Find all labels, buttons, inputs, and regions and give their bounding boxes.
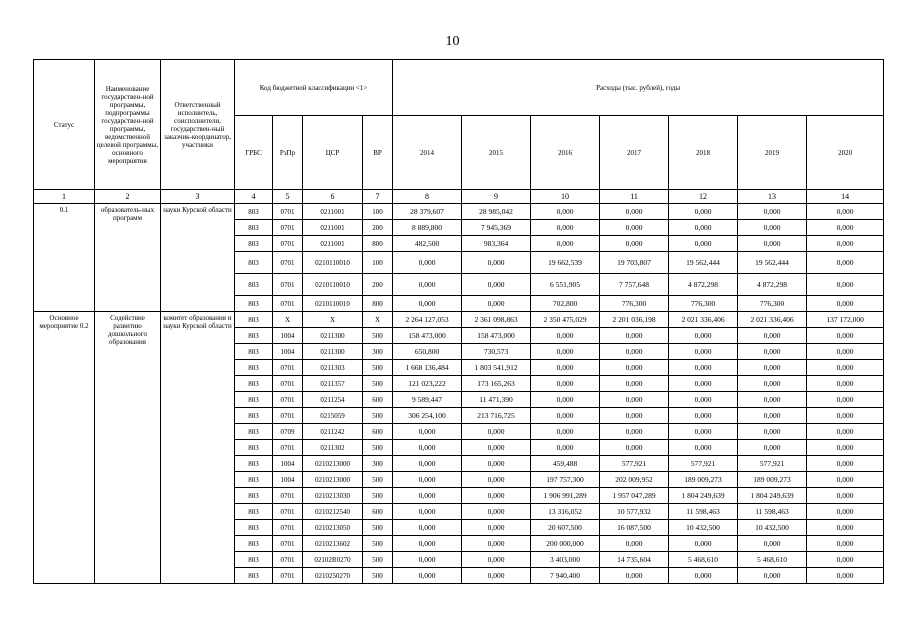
amount-cell: 0,000 [462, 568, 531, 584]
amount-cell: 4 872,298 [738, 274, 807, 296]
amount-cell: 0,000 [807, 392, 884, 408]
group-executor: комитет образования и науки Курской области [161, 312, 235, 584]
code-cell: 200 [363, 274, 393, 296]
amount-cell: 0,000 [669, 236, 738, 252]
amount-cell: 0,000 [669, 344, 738, 360]
code-cell: 500 [363, 408, 393, 424]
amount-cell: 650,800 [393, 344, 462, 360]
code-cell: 0701 [273, 520, 303, 536]
amount-cell: 1 804 249,639 [738, 488, 807, 504]
code-cell: 0210213030 [303, 488, 363, 504]
amount-cell: 0,000 [462, 296, 531, 312]
amount-cell: 0,000 [462, 520, 531, 536]
code-cell: 0211001 [303, 236, 363, 252]
amount-cell: 200 000,000 [531, 536, 600, 552]
amount-cell: 0,000 [807, 504, 884, 520]
code-cell: 0210213602 [303, 536, 363, 552]
code-cell: 500 [363, 520, 393, 536]
amount-cell: 0,000 [462, 488, 531, 504]
amount-cell: 2 201 036,198 [600, 312, 669, 328]
group-name: образователь-ных программ [95, 204, 161, 312]
amount-cell: 776,300 [738, 296, 807, 312]
amount-cell: 0,000 [462, 552, 531, 568]
code-cell: 0701 [273, 504, 303, 520]
amount-cell: 0,000 [807, 344, 884, 360]
amount-cell: 0,000 [393, 520, 462, 536]
amount-cell: 0,000 [669, 424, 738, 440]
column-index: 14 [807, 190, 884, 204]
code-cell: 803 [235, 376, 273, 392]
code-cell: 500 [363, 328, 393, 344]
code-cell: X [303, 312, 363, 328]
amount-cell: 702,800 [531, 296, 600, 312]
code-cell: 100 [363, 252, 393, 274]
code-cell: 803 [235, 424, 273, 440]
amount-cell: 0,000 [393, 274, 462, 296]
code-cell: 803 [235, 328, 273, 344]
amount-cell: 0,000 [393, 424, 462, 440]
amount-cell: 0,000 [807, 488, 884, 504]
header-name: Наименование государствен-ной программы, подпрограммы государствен-ной программы, ведомственной целевой программы, основного мероприятия [95, 60, 161, 190]
code-cell: 0701 [273, 488, 303, 504]
amount-cell: 8 889,800 [393, 220, 462, 236]
header-bcc: Код бюджетной классификации <1> [235, 60, 393, 116]
group-status: 0.1 [34, 204, 95, 312]
amount-cell: 0,000 [738, 568, 807, 584]
amount-cell: 20 607,500 [531, 520, 600, 536]
amount-cell: 0,000 [738, 328, 807, 344]
code-cell: 0701 [273, 552, 303, 568]
code-cell: 803 [235, 520, 273, 536]
column-index-row [34, 190, 884, 204]
code-cell: 0701 [273, 536, 303, 552]
amount-cell: 1 668 136,484 [393, 360, 462, 376]
amount-cell: 306 254,100 [393, 408, 462, 424]
amount-cell: 1 906 991,289 [531, 488, 600, 504]
code-cell: 0701 [273, 440, 303, 456]
table-row [34, 204, 884, 220]
code-cell: 0701 [273, 296, 303, 312]
amount-cell: 158 473,000 [393, 328, 462, 344]
group-status: Основное мероприятие 0.2 [34, 312, 95, 584]
amount-cell: 7 757,648 [600, 274, 669, 296]
amount-cell: 0,000 [600, 204, 669, 220]
code-cell: 500 [363, 552, 393, 568]
amount-cell: 0,000 [807, 360, 884, 376]
amount-cell: 0,000 [462, 456, 531, 472]
code-cell: 803 [235, 204, 273, 220]
code-cell: 803 [235, 312, 273, 328]
amount-cell: 0,000 [738, 344, 807, 360]
code-cell: 500 [363, 472, 393, 488]
amount-cell: 983,364 [462, 236, 531, 252]
amount-cell: 0,000 [393, 296, 462, 312]
amount-cell: 1 803 541,912 [462, 360, 531, 376]
amount-cell: 0,000 [600, 408, 669, 424]
amount-cell: 577,921 [669, 456, 738, 472]
amount-cell: 0,000 [738, 360, 807, 376]
amount-cell: 0,000 [807, 252, 884, 274]
code-cell: 803 [235, 296, 273, 312]
amount-cell: 0,000 [738, 392, 807, 408]
header-year: 2017 [600, 116, 669, 190]
amount-cell: 11 471,390 [462, 392, 531, 408]
amount-cell: 7 945,369 [462, 220, 531, 236]
code-cell: 803 [235, 456, 273, 472]
amount-cell: 202 009,952 [600, 472, 669, 488]
page-number: 10 [445, 34, 460, 49]
amount-cell: 0,000 [669, 392, 738, 408]
amount-cell: 0,000 [531, 220, 600, 236]
amount-cell: 0,000 [669, 204, 738, 220]
header-year: 2014 [393, 116, 462, 190]
group-name: Содействие развитию дошкольного образования [95, 312, 161, 584]
code-cell: 500 [363, 376, 393, 392]
code-cell: 1004 [273, 344, 303, 360]
code-cell: 803 [235, 252, 273, 274]
amount-cell: 482,500 [393, 236, 462, 252]
amount-cell: 0,000 [600, 568, 669, 584]
code-cell: 0701 [273, 376, 303, 392]
group-executor: науки Курской области [161, 204, 235, 312]
amount-cell: 0,000 [600, 236, 669, 252]
code-cell: 500 [363, 536, 393, 552]
amount-cell: 0,000 [807, 568, 884, 584]
amount-cell: 0,000 [531, 424, 600, 440]
amount-cell: 0,000 [531, 344, 600, 360]
amount-cell: 14 735,604 [600, 552, 669, 568]
code-cell: 803 [235, 488, 273, 504]
code-cell: 0210110010 [303, 274, 363, 296]
amount-cell: 0,000 [738, 424, 807, 440]
code-cell: 500 [363, 568, 393, 584]
amount-cell: 19 703,807 [600, 252, 669, 274]
amount-cell: 0,000 [393, 456, 462, 472]
code-cell: 500 [363, 360, 393, 376]
code-cell: 500 [363, 440, 393, 456]
amount-cell: 0,000 [738, 440, 807, 456]
amount-cell: 19 562,444 [738, 252, 807, 274]
amount-cell: 0,000 [807, 220, 884, 236]
column-index: 1 [34, 190, 95, 204]
code-cell: 0215059 [303, 408, 363, 424]
amount-cell: 0,000 [462, 536, 531, 552]
code-cell: 0210110010 [303, 252, 363, 274]
code-cell: 0701 [273, 408, 303, 424]
amount-cell: 173 165,263 [462, 376, 531, 392]
header-year: 2016 [531, 116, 600, 190]
table-row [34, 312, 884, 328]
amount-cell: 0,000 [393, 504, 462, 520]
code-cell: 803 [235, 392, 273, 408]
code-cell: 1004 [273, 456, 303, 472]
amount-cell: 0,000 [393, 568, 462, 584]
amount-cell: 2 361 098,863 [462, 312, 531, 328]
amount-cell: 0,000 [462, 440, 531, 456]
code-cell: 600 [363, 504, 393, 520]
code-cell: 803 [235, 236, 273, 252]
amount-cell: 16 087,500 [600, 520, 669, 536]
amount-cell: 10 432,500 [738, 520, 807, 536]
column-index: 13 [738, 190, 807, 204]
column-index: 10 [531, 190, 600, 204]
amount-cell: 0,000 [531, 440, 600, 456]
amount-cell: 0,000 [600, 440, 669, 456]
amount-cell: 2 021 336,406 [738, 312, 807, 328]
column-index: 11 [600, 190, 669, 204]
amount-cell: 0,000 [393, 472, 462, 488]
column-index: 4 [235, 190, 273, 204]
amount-cell: 0,000 [669, 360, 738, 376]
amount-cell: 5 468,610 [738, 552, 807, 568]
code-cell: 803 [235, 536, 273, 552]
amount-cell: 28 379,607 [393, 204, 462, 220]
amount-cell: 19 562,444 [669, 252, 738, 274]
amount-cell: 0,000 [807, 236, 884, 252]
code-cell: 803 [235, 440, 273, 456]
amount-cell: 19 662,539 [531, 252, 600, 274]
amount-cell: 0,000 [462, 472, 531, 488]
amount-cell: 0,000 [807, 204, 884, 220]
header-grbs: ГРБС [235, 116, 273, 190]
header-year: 2020 [807, 116, 884, 190]
header-rzpr: РзПр [273, 116, 303, 190]
code-cell: 0211300 [303, 344, 363, 360]
code-cell: 803 [235, 552, 273, 568]
header-executor: Ответственный исполнитель, соисполнители, государствен-ный заказчик-координатор, участники [161, 60, 235, 190]
header-year: 2019 [738, 116, 807, 190]
amount-cell: 0,000 [738, 204, 807, 220]
amount-cell: 0,000 [807, 296, 884, 312]
amount-cell: 0,000 [807, 408, 884, 424]
amount-cell: 0,000 [531, 236, 600, 252]
column-index: 8 [393, 190, 462, 204]
amount-cell: 0,000 [807, 328, 884, 344]
amount-cell: 0,000 [531, 360, 600, 376]
header-status: Статус [34, 60, 95, 190]
amount-cell: 776,300 [669, 296, 738, 312]
column-index: 2 [95, 190, 161, 204]
amount-cell: 6 551,905 [531, 274, 600, 296]
amount-cell: 0,000 [462, 504, 531, 520]
amount-cell: 0,000 [600, 376, 669, 392]
code-cell: 0210213000 [303, 472, 363, 488]
code-cell: X [273, 312, 303, 328]
code-cell: 803 [235, 274, 273, 296]
amount-cell: 213 716,725 [462, 408, 531, 424]
amount-cell: 4 872,298 [669, 274, 738, 296]
code-cell: 803 [235, 472, 273, 488]
amount-cell: 9 589,447 [393, 392, 462, 408]
column-index: 7 [363, 190, 393, 204]
code-cell: 0211001 [303, 220, 363, 236]
code-cell: 803 [235, 360, 273, 376]
amount-cell: 577,921 [738, 456, 807, 472]
code-cell: 0211303 [303, 360, 363, 376]
amount-cell: 0,000 [738, 376, 807, 392]
amount-cell: 0,000 [393, 252, 462, 274]
amount-cell: 0,000 [738, 236, 807, 252]
amount-cell: 158 473,000 [462, 328, 531, 344]
amount-cell: 2 264 127,053 [393, 312, 462, 328]
amount-cell: 0,000 [807, 472, 884, 488]
code-cell: 0701 [273, 360, 303, 376]
header-csr: ЦСР [303, 116, 363, 190]
amount-cell: 7 940,400 [531, 568, 600, 584]
column-index: 6 [303, 190, 363, 204]
amount-cell: 11 598,463 [669, 504, 738, 520]
code-cell: 0701 [273, 392, 303, 408]
amount-cell: 0,000 [531, 392, 600, 408]
amount-cell: 0,000 [393, 552, 462, 568]
amount-cell: 197 757,300 [531, 472, 600, 488]
amount-cell: 0,000 [393, 536, 462, 552]
amount-cell: 2 350 475,029 [531, 312, 600, 328]
code-cell: 0701 [273, 568, 303, 584]
amount-cell: 776,300 [600, 296, 669, 312]
amount-cell: 2 021 336,406 [669, 312, 738, 328]
column-index: 12 [669, 190, 738, 204]
amount-cell: 730,573 [462, 344, 531, 360]
header-year: 2015 [462, 116, 531, 190]
amount-cell: 0,000 [462, 274, 531, 296]
code-cell: 0210110010 [303, 296, 363, 312]
code-cell: 200 [363, 220, 393, 236]
amount-cell: 0,000 [462, 252, 531, 274]
column-index: 9 [462, 190, 531, 204]
code-cell: 0701 [273, 236, 303, 252]
amount-cell: 0,000 [807, 376, 884, 392]
amount-cell: 0,000 [807, 520, 884, 536]
header-year: 2018 [669, 116, 738, 190]
amount-cell: 0,000 [531, 328, 600, 344]
amount-cell: 0,000 [807, 536, 884, 552]
code-cell: 0211254 [303, 392, 363, 408]
code-cell: 500 [363, 488, 393, 504]
amount-cell: 459,488 [531, 456, 600, 472]
code-cell: 803 [235, 344, 273, 360]
amount-cell: 0,000 [669, 568, 738, 584]
code-cell: 0701 [273, 274, 303, 296]
amount-cell: 189 009,273 [669, 472, 738, 488]
amount-cell: 0,000 [600, 344, 669, 360]
code-cell: 1004 [273, 472, 303, 488]
code-cell: 0210250270 [303, 568, 363, 584]
amount-cell: 0,000 [807, 456, 884, 472]
amount-cell: 13 316,052 [531, 504, 600, 520]
amount-cell: 5 468,610 [669, 552, 738, 568]
code-cell: 0211242 [303, 424, 363, 440]
code-cell: 0709 [273, 424, 303, 440]
amount-cell: 0,000 [600, 392, 669, 408]
amount-cell: 0,000 [738, 536, 807, 552]
amount-cell: 3 403,000 [531, 552, 600, 568]
amount-cell: 10 577,932 [600, 504, 669, 520]
amount-cell: 0,000 [807, 274, 884, 296]
code-cell: X [363, 312, 393, 328]
amount-cell: 0,000 [462, 424, 531, 440]
amount-cell: 0,000 [669, 440, 738, 456]
budget-table [33, 59, 884, 584]
code-cell: 803 [235, 504, 273, 520]
amount-cell: 137 172,000 [807, 312, 884, 328]
code-cell: 600 [363, 392, 393, 408]
code-cell: 0211302 [303, 440, 363, 456]
code-cell: 803 [235, 408, 273, 424]
amount-cell: 1 957 047,289 [600, 488, 669, 504]
code-cell: 803 [235, 568, 273, 584]
amount-cell: 0,000 [600, 536, 669, 552]
amount-cell: 0,000 [393, 488, 462, 504]
amount-cell: 189 009,273 [738, 472, 807, 488]
amount-cell: 0,000 [393, 440, 462, 456]
header-expenses: Расходы (тыс. рублей), годы [393, 60, 884, 116]
code-cell: 0210213050 [303, 520, 363, 536]
code-cell: 0701 [273, 220, 303, 236]
code-cell: 0210212540 [303, 504, 363, 520]
code-cell: 300 [363, 456, 393, 472]
amount-cell: 1 804 249,639 [669, 488, 738, 504]
column-index: 3 [161, 190, 235, 204]
amount-cell: 0,000 [531, 376, 600, 392]
amount-cell: 0,000 [669, 220, 738, 236]
amount-cell: 121 023,222 [393, 376, 462, 392]
amount-cell: 0,000 [600, 328, 669, 344]
code-cell: 800 [363, 296, 393, 312]
amount-cell: 0,000 [600, 220, 669, 236]
amount-cell: 0,000 [669, 376, 738, 392]
amount-cell: 10 432,500 [669, 520, 738, 536]
code-cell: 300 [363, 344, 393, 360]
amount-cell: 28 985,042 [462, 204, 531, 220]
code-cell: 100 [363, 204, 393, 220]
amount-cell: 0,000 [600, 424, 669, 440]
amount-cell: 11 598,463 [738, 504, 807, 520]
code-cell: 0211001 [303, 204, 363, 220]
code-cell: 803 [235, 220, 273, 236]
amount-cell: 0,000 [807, 424, 884, 440]
code-cell: 0211300 [303, 328, 363, 344]
code-cell: 1004 [273, 328, 303, 344]
amount-cell: 0,000 [600, 360, 669, 376]
code-cell: 0211357 [303, 376, 363, 392]
amount-cell: 0,000 [738, 220, 807, 236]
code-cell: 0210213000 [303, 456, 363, 472]
amount-cell: 0,000 [669, 536, 738, 552]
code-cell: 0701 [273, 204, 303, 220]
amount-cell: 0,000 [531, 408, 600, 424]
column-index: 5 [273, 190, 303, 204]
amount-cell: 577,921 [600, 456, 669, 472]
amount-cell: 0,000 [807, 440, 884, 456]
code-cell: 0701 [273, 252, 303, 274]
code-cell: 800 [363, 236, 393, 252]
code-cell: 600 [363, 424, 393, 440]
header-vr: ВР [363, 116, 393, 190]
amount-cell: 0,000 [738, 408, 807, 424]
code-cell: 02102R0270 [303, 552, 363, 568]
amount-cell: 0,000 [669, 408, 738, 424]
amount-cell: 0,000 [807, 552, 884, 568]
amount-cell: 0,000 [669, 328, 738, 344]
amount-cell: 0,000 [531, 204, 600, 220]
